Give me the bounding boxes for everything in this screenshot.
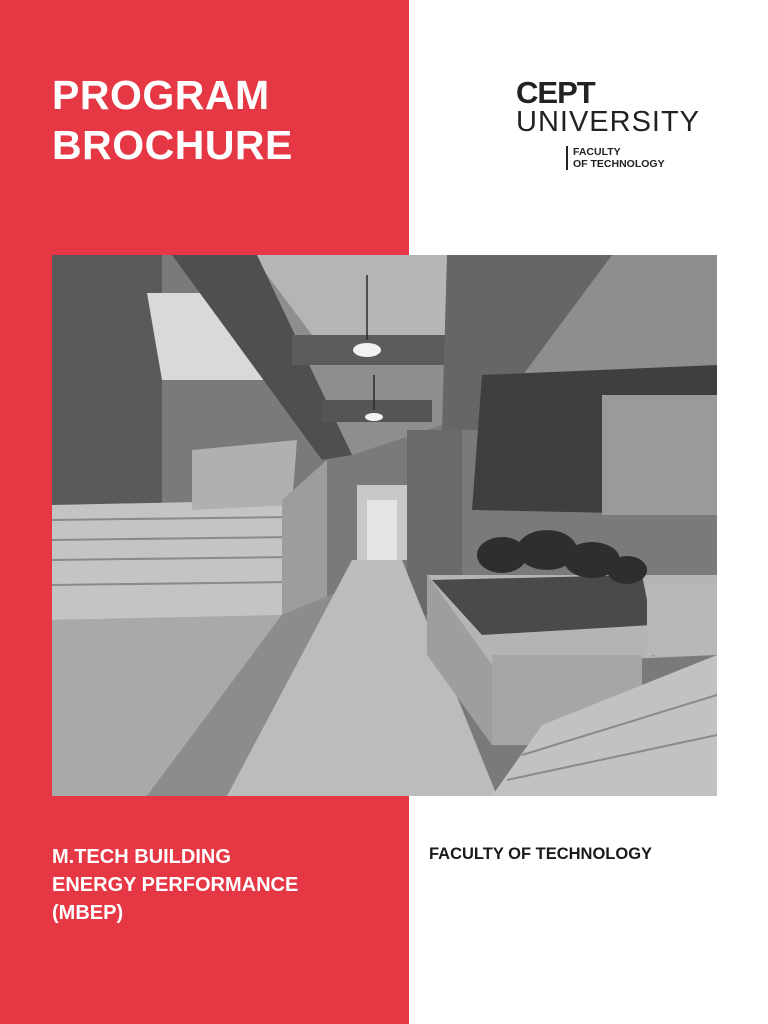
program-line-1: M.TECH BUILDING (52, 846, 231, 868)
logo-faculty-line-1: FACULTY (573, 146, 621, 158)
title-line-2: BROCHURE (52, 122, 293, 168)
photo-illustration (52, 255, 717, 796)
logo-name-line-2: UNIVERSITY (516, 106, 701, 138)
program-name (52, 843, 298, 927)
building-interior-photo (52, 255, 717, 796)
title-line-1: PROGRAM (52, 72, 270, 118)
program-line-3: (MBEP) (52, 902, 124, 924)
program-line-2: ENERGY PERFORMANCE (52, 874, 299, 896)
university-logo (516, 75, 701, 170)
page-title (52, 70, 293, 170)
faculty-caption: FACULTY OF TECHNOLOGY (429, 845, 653, 863)
logo-name-line-1: CEPT (516, 75, 595, 110)
logo-faculty-line-2: OF TECHNOLOGY (573, 158, 665, 170)
logo-faculty (566, 146, 700, 170)
